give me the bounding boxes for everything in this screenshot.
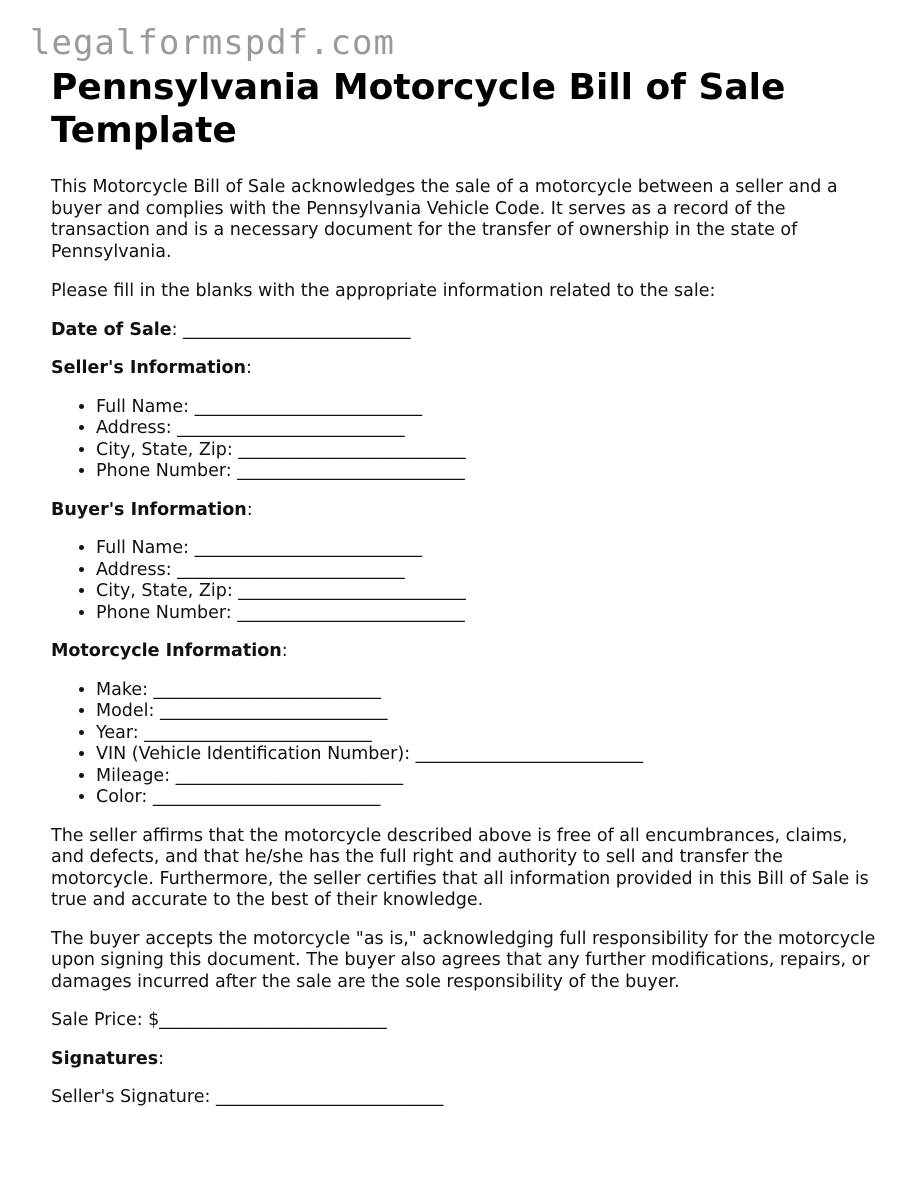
- seller-full-name-field: • Full Name: __________________________: [96, 397, 881, 419]
- motorcycle-model-field: • Model: __________________________: [96, 701, 881, 723]
- buyer-city-state-zip-field: • City, State, Zip: __________________________: [96, 581, 881, 603]
- motorcycle-info-colon: :: [281, 641, 288, 661]
- seller-address-field: • Address: __________________________: [96, 418, 881, 440]
- signatures-colon: :: [158, 1048, 165, 1069]
- motorcycle-color-field: • Color: __________________________: [96, 787, 881, 809]
- instructions-paragraph: Please fill in the blanks with the appropriate information related to the sale:: [51, 281, 716, 301]
- date-of-sale-line: [51, 320, 881, 342]
- page-title: Pennsylvania Motorcycle Bill of Sale Template: [51, 67, 786, 151]
- buyer-phone-field: • Phone Number: __________________________: [96, 603, 881, 625]
- buyer-address-field: • Address: __________________________: [96, 560, 881, 582]
- buyer-acceptance-paragraph: The buyer accepts the motorcycle "as is," acknowledging full responsibility for the motorcycle upon signing this document. The buyer also agrees that any further modifications, repairs, or damages incurred after the sale are the sole responsibility of the buyer.: [51, 928, 876, 992]
- motorcycle-mileage-field: • Mileage: __________________________: [96, 766, 881, 788]
- motorcycle-make-field: • Make: __________________________: [96, 680, 881, 702]
- document-page: [51, 66, 881, 1109]
- buyer-info-colon: :: [246, 499, 253, 520]
- motorcycle-year-field: • Year: __________________________: [96, 723, 881, 745]
- seller-affirmation-paragraph: The seller affirms that the motorcycle described above is free of all encumbrances, claims, and defects, and that he/she has the full right and authority to sell and transfer the motorcycle. Furthermore, the seller certifies that all information provided in this Bill of Sale is true and accurate to the best of their knowledge.: [51, 825, 869, 910]
- motorcycle-field-list: [51, 680, 881, 809]
- seller-info-label: Seller's Information: [51, 358, 246, 378]
- buyer-field-list: [51, 538, 881, 624]
- seller-info-colon: :: [245, 358, 252, 378]
- seller-info-heading: [51, 358, 881, 380]
- intro-paragraph: This Motorcycle Bill of Sale acknowledges the sale of a motorcycle between a seller and a buyer and complies with the Pennsylvania Vehicle Code. It serves as a record of the transaction and is a necessary document for the transfer of ownership in the state of Pennsylvania.: [51, 177, 838, 262]
- date-of-sale-blank: : __________________________: [171, 319, 411, 340]
- buyer-full-name-field: • Full Name: __________________________: [96, 538, 881, 560]
- motorcycle-info-heading: [51, 641, 881, 663]
- watermark: legalformspdf.com: [30, 23, 395, 63]
- date-of-sale-label: Date of Sale: [51, 319, 172, 340]
- buyer-info-heading: [51, 500, 881, 522]
- signatures-label: Signatures: [51, 1048, 159, 1069]
- buyer-info-label: Buyer's Information: [51, 499, 247, 520]
- motorcycle-info-label: Motorcycle Information: [51, 641, 282, 661]
- signatures-heading: [51, 1049, 881, 1071]
- seller-field-list: [51, 397, 881, 483]
- motorcycle-vin-field: • VIN (Vehicle Identification Number): __________________________: [96, 744, 881, 766]
- seller-phone-field: • Phone Number: __________________________: [96, 461, 881, 483]
- sale-price-line: Sale Price: $__________________________: [51, 1010, 387, 1030]
- seller-city-state-zip-field: • City, State, Zip: __________________________: [96, 440, 881, 462]
- seller-signature-line: Seller's Signature: __________________________: [51, 1087, 444, 1107]
